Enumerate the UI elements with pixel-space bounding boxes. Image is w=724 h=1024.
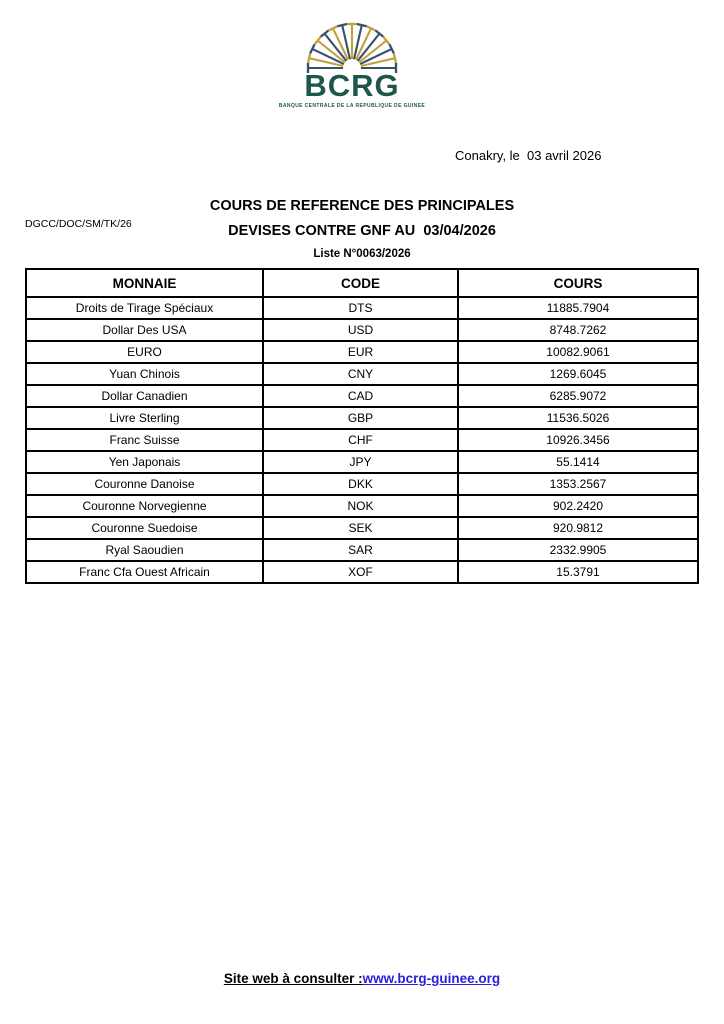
website-label: Site web à consulter : (223, 971, 363, 986)
rate-value-cell: 6285.9072 (458, 385, 698, 407)
currency-name-cell: Couronne Danoise (26, 473, 263, 495)
rate-value-cell: 11536.5026 (458, 407, 698, 429)
currency-name-cell: Couronne Norvegienne (26, 495, 263, 517)
table-row (26, 297, 698, 319)
footer (0, 971, 724, 986)
reference-code: DGCC/DOC/SM/TK/26 (25, 218, 132, 230)
table-row (26, 385, 698, 407)
logo-acronym: BCRG (304, 68, 400, 103)
currency-code-cell: DTS (263, 297, 458, 319)
title-liste-number: Liste N°0063/2026 (313, 247, 411, 260)
title-block (0, 194, 724, 260)
rate-value-cell: 2332.9905 (458, 539, 698, 561)
table-row (26, 539, 698, 561)
sunburst-icon (272, 12, 432, 74)
website-link[interactable]: www.bcrg-guinee.org (362, 971, 501, 986)
header-code: CODE (263, 269, 458, 297)
header-monnaie: MONNAIE (26, 269, 263, 297)
currency-code-cell: DKK (263, 473, 458, 495)
currency-code-cell: XOF (263, 561, 458, 583)
rate-value-cell: 10926.3456 (458, 429, 698, 451)
rate-value-cell: 8748.7262 (458, 319, 698, 341)
currency-name-cell: Dollar Canadien (26, 385, 263, 407)
table-row (26, 407, 698, 429)
table-row (26, 341, 698, 363)
currency-name-cell: Livre Sterling (26, 407, 263, 429)
rate-value-cell: 10082.9061 (458, 341, 698, 363)
rate-value-cell: 1269.6045 (458, 363, 698, 385)
currency-code-cell: EUR (263, 341, 458, 363)
rates-table (25, 268, 699, 584)
currency-code-cell: CHF (263, 429, 458, 451)
currency-name-cell: Franc Cfa Ouest Africain (26, 561, 263, 583)
dateline: Conakry, le 03 avril 2026 (455, 148, 602, 163)
table-row (26, 319, 698, 341)
table-row (26, 429, 698, 451)
header-cours: COURS (458, 269, 698, 297)
currency-code-cell: GBP (263, 407, 458, 429)
currency-code-cell: CAD (263, 385, 458, 407)
table-row (26, 517, 698, 539)
title-line-2: DEVISES CONTRE GNF AU 03/04/2026 (228, 222, 496, 239)
currency-code-cell: CNY (263, 363, 458, 385)
rates-table-body (26, 297, 698, 583)
rate-value-cell: 55.1414 (458, 451, 698, 473)
table-row (26, 495, 698, 517)
table-row (26, 561, 698, 583)
currency-name-cell: Yen Japonais (26, 451, 263, 473)
table-row (26, 473, 698, 495)
rate-value-cell: 1353.2567 (458, 473, 698, 495)
bcrg-logo (272, 12, 432, 109)
table-row (26, 363, 698, 385)
currency-name-cell: Yuan Chinois (26, 363, 263, 385)
currency-code-cell: USD (263, 319, 458, 341)
table-header-row (26, 269, 698, 297)
table-row (26, 451, 698, 473)
sunburst-rays-svg (277, 12, 427, 74)
currency-name-cell: Dollar Des USA (26, 319, 263, 341)
logo-tagline: BANQUE CENTRALE DE LA REPUBLIQUE DE GUINEE (278, 103, 426, 109)
currency-code-cell: JPY (263, 451, 458, 473)
currency-code-cell: SEK (263, 517, 458, 539)
currency-code-cell: SAR (263, 539, 458, 561)
currency-code-cell: NOK (263, 495, 458, 517)
rate-value-cell: 902.2420 (458, 495, 698, 517)
currency-name-cell: Ryal Saoudien (26, 539, 263, 561)
rate-value-cell: 11885.7904 (458, 297, 698, 319)
currency-name-cell: Droits de Tirage Spéciaux (26, 297, 263, 319)
title-line-1: COURS DE REFERENCE DES PRINCIPALES (209, 198, 515, 214)
currency-name-cell: Franc Suisse (26, 429, 263, 451)
currency-name-cell: Couronne Suedoise (26, 517, 263, 539)
rate-value-cell: 920.9812 (458, 517, 698, 539)
currency-name-cell: EURO (26, 341, 263, 363)
rate-value-cell: 15.3791 (458, 561, 698, 583)
